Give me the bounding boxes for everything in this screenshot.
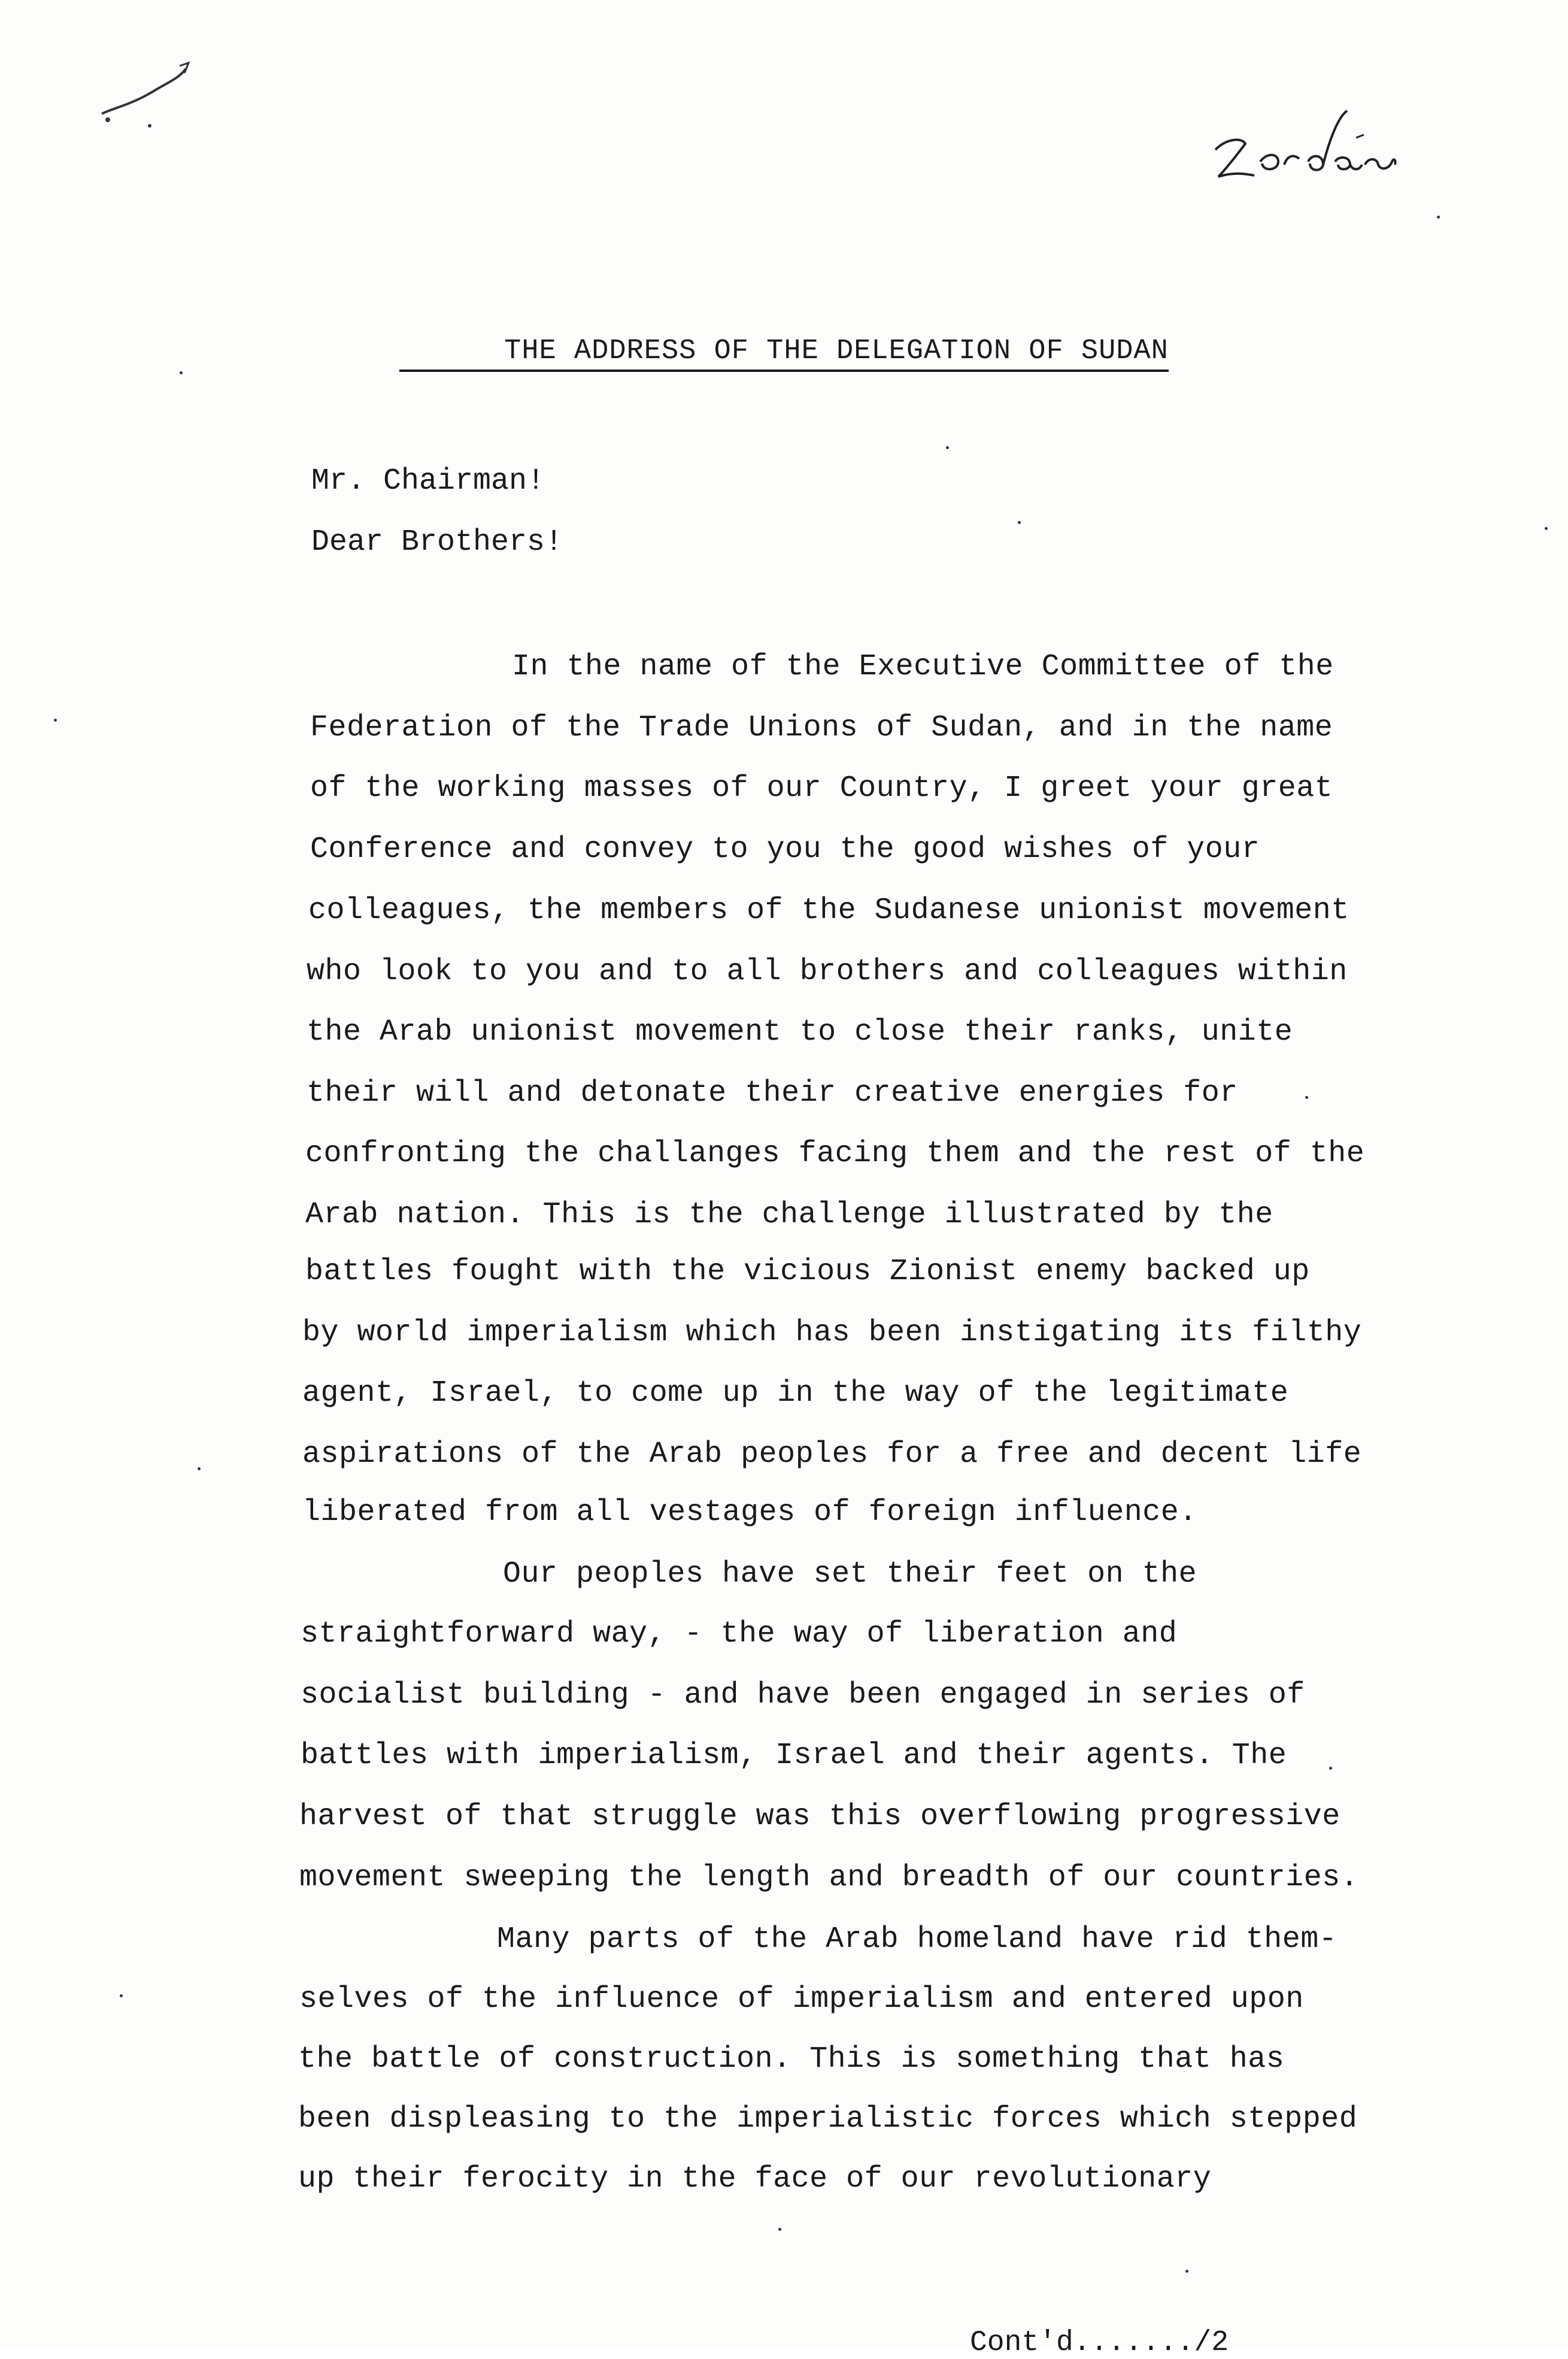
body-line: their will and detonate their creative energies for [307,1076,1238,1110]
handwritten-annotation [1209,105,1407,195]
body-line: up their ferocity in the face of our revolutionary [298,2162,1212,2196]
body-line: aspirations of the Arab peoples for a free and decent life [302,1437,1362,1471]
body-line: Many parts of the Arab homeland have rid them- [497,1922,1337,1957]
scan-speck [180,371,183,374]
scan-speck [54,719,57,722]
body-line: agent, Israel, to come up in the way of the legitimate [302,1376,1289,1410]
body-line: battles fought with the vicious Zionist enemy backed up [305,1255,1310,1289]
body-line: straightforward way, - the way of liberation and [301,1617,1178,1651]
scan-speck [1305,1096,1308,1099]
body-line: who look to you and to all brothers and colleagues within [307,955,1348,989]
body-line: the battle of construction. This is something that has [298,2042,1285,2076]
document-title: THE ADDRESS OF THE DELEGATION OF SUDAN [0,335,1568,367]
salutation-line: Mr. Chairman! [311,464,545,498]
body-line: In the name of the Executive Committee of the [512,650,1334,684]
body-line: Our peoples have set their feet on the [503,1557,1197,1591]
continuation-note: Cont'd......./2 [970,2327,1229,2359]
corner-scribble-mark [90,54,210,138]
body-line: liberated from all vestages of foreign influence. [302,1495,1197,1530]
scan-speck [1437,216,1440,219]
body-line: Federation of the Trade Unions of Sudan, and in the name [310,711,1333,745]
scan-speck [946,446,949,449]
scan-speck [1018,521,1021,524]
body-line: selves of the influence of imperialism and entered upon [299,1982,1304,2016]
body-line: been displeasing to the imperialistic forces which stepped [298,2102,1358,2136]
body-line: the Arab unionist movement to close their ranks, unite [307,1015,1293,1049]
scan-speck [198,1467,201,1470]
body-line: harvest of that struggle was this overflowing progressive [299,1800,1340,1834]
body-line: Conference and convey to you the good wishes of your [310,832,1260,867]
scan-speck [1185,2270,1188,2273]
scan-speck [120,1994,123,1997]
salutation-line: Dear Brothers! [311,525,563,559]
body-line: by world imperialism which has been instigating its filthy [302,1316,1362,1350]
body-line: movement sweeping the length and breadth of our countries. [299,1861,1359,1895]
scan-speck [778,2228,781,2231]
body-line: confronting the challanges facing them and the rest of the [305,1137,1365,1171]
body-line: socialist building - and have been engaged in series of [301,1678,1305,1712]
body-line: Arab nation. This is the challenge illustrated by the [305,1198,1273,1232]
body-line: of the working masses of our Country, I greet your great [310,771,1333,805]
body-line: colleagues, the members of the Sudanese unionist movement [308,894,1349,928]
scan-speck [1545,527,1548,530]
body-line: battles with imperialism, Israel and their agents. The [301,1739,1287,1773]
scan-speck [1329,1767,1332,1770]
